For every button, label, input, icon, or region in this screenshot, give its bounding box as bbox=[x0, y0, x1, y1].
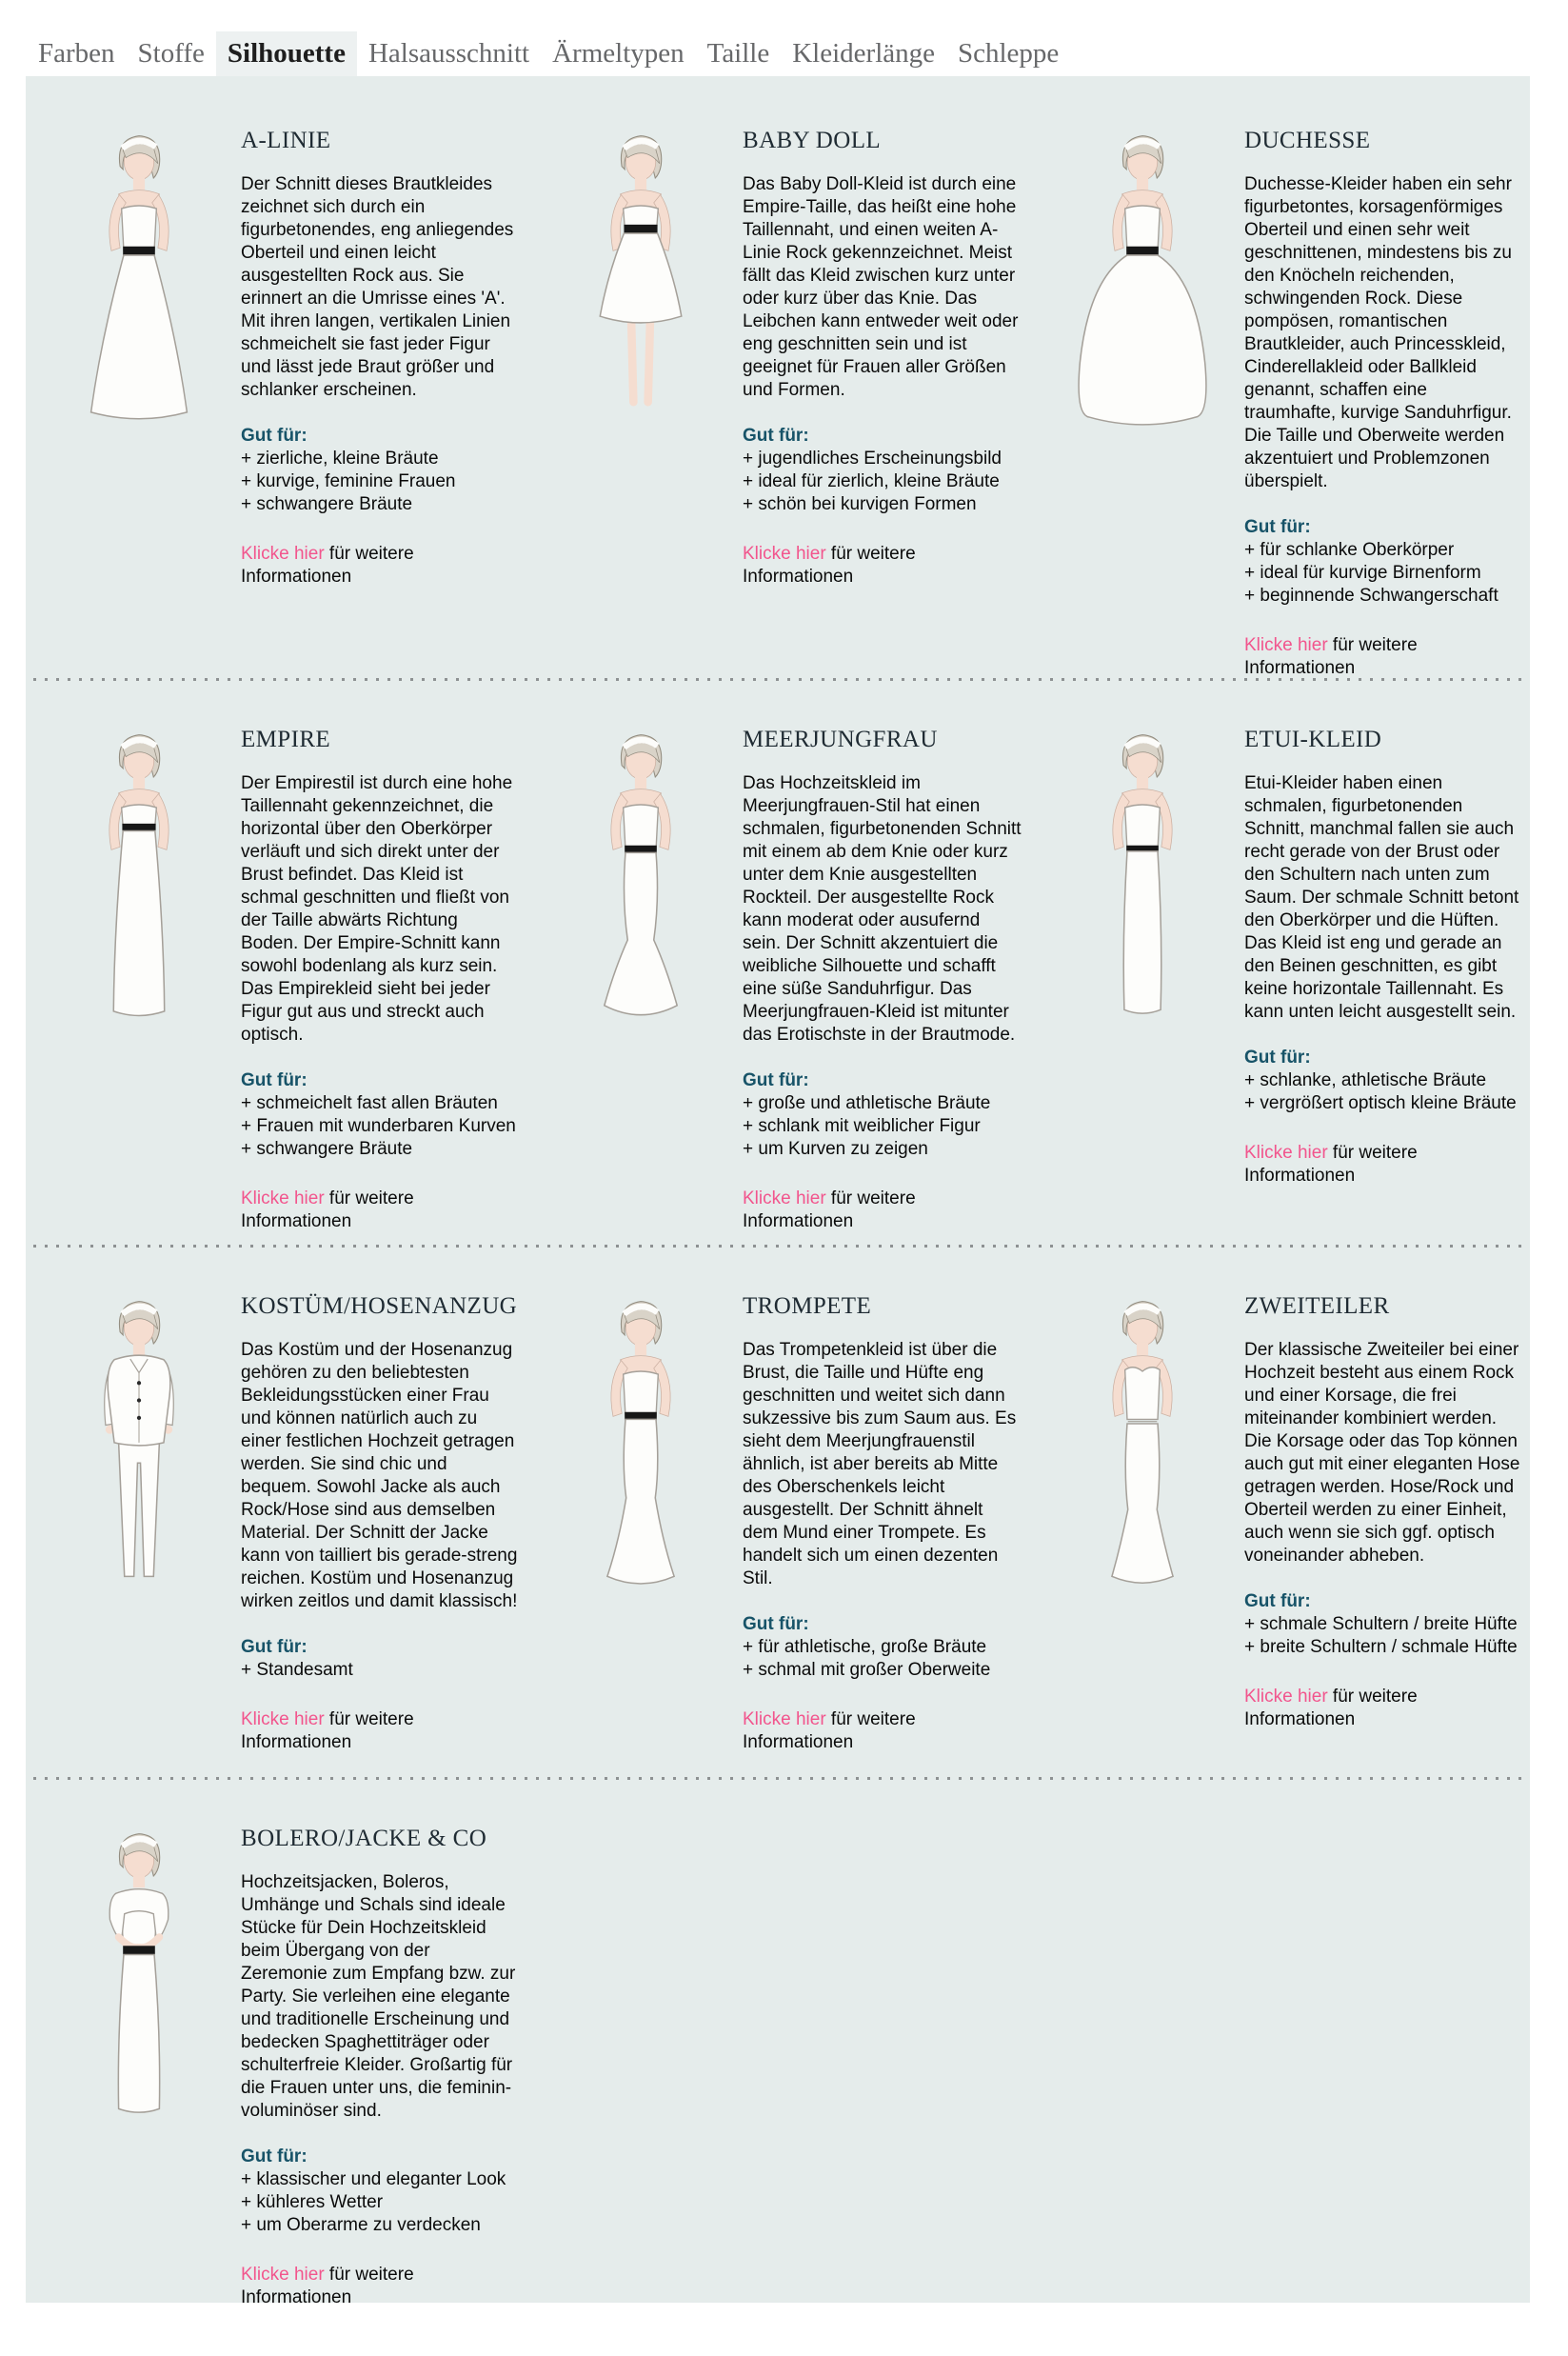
link-suffix: für weitere Informationen bbox=[1244, 1687, 1418, 1729]
link-suffix: für weitere Informationen bbox=[743, 544, 916, 587]
section-baby-doll bbox=[527, 124, 1029, 678]
good-for-heading: Gut für: bbox=[743, 1614, 809, 1634]
good-for-heading: Gut für: bbox=[743, 426, 809, 446]
good-for-item: + schmeichelt fast allen Bräuten bbox=[241, 1093, 498, 1113]
good-for-item: + ideal für kurvige Birnenform bbox=[1244, 563, 1481, 583]
tab-schleppe[interactable]: Schleppe bbox=[958, 38, 1060, 69]
link-suffix: für weitere Informationen bbox=[241, 1709, 414, 1752]
tab-bar bbox=[26, 31, 1530, 76]
empire-dress-illustration bbox=[26, 723, 228, 1245]
good-for-item: + jugendliches Erscheinungsbild bbox=[743, 449, 1002, 469]
section-description: Das Hochzeitskleid im Meerjungfrauen-Stil hat einen schmalen, figurbetonenden Schnitt mit einem ab dem Knie oder kurz unter dem Knie ausgestellten Rockteil. Der ausgestellte Rock kann moderat oder ausufernd sein. Der Schnitt akzentuiert die weibliche Silhouette und schafft eine süße Sanduhrfigur. Das Meerjungfrauen-Kleid ist mitunter das Erotischste in der Brautmode. bbox=[743, 773, 1022, 1045]
good-for-item: + kurvige, feminine Frauen bbox=[241, 471, 456, 491]
section-description: Der Schnitt dieses Brautkleides zeichnet sich durch ein figurbetonendes, eng anliegendes Oberteil und einen leicht ausgestellten Rock aus. Sie erinnert an die Umrisse eines 'A'. Mit ihren langen, vertikalen Linien schmeichelt sie fast jeder Figur und lässt jede Braut größer und schlanker erscheinen. bbox=[241, 174, 514, 400]
section-description: Das Trompetenkleid ist über die Brust, die Taille und Hüfte eng geschnitten und weitet sich dann sukzessive bis zum Saum aus. Es sieht dem Meerjungfrauenstil ähnlich, ist aber bereits ab Mitte des Oberschenkels leicht ausgestellt. Der Schnitt ähnelt dem Mund einer Trompete. Es handelt sich um einen dezenten Stil. bbox=[743, 1340, 1017, 1588]
a-line-dress-illustration bbox=[26, 124, 228, 678]
row-3 bbox=[26, 1248, 1530, 1777]
section-description: Der klassische Zweiteiler bei einer Hochzeit besteht aus einem Rock und einer Korsage, die frei miteinander kombiniert werden. Die Korsage oder das Top können auch gut mit einer eleganten Hose getragen werden. Hose/Rock und Oberteil werden zu einer Einheit, auch wenn sie sich ggf. optisch voneinander abheben. bbox=[1244, 1340, 1520, 1566]
tab-halsausschnitt[interactable]: Halsausschnitt bbox=[367, 38, 530, 69]
good-for-heading: Gut für: bbox=[1244, 1591, 1311, 1611]
tab-silhouette[interactable]: Silhouette bbox=[216, 31, 357, 76]
tab-aermeltypen[interactable]: Ärmeltypen bbox=[552, 38, 685, 69]
more-info-line bbox=[241, 1188, 520, 1233]
section-title: TROMPETE bbox=[743, 1293, 872, 1319]
good-for-item: + für athletische, große Bräute bbox=[743, 1637, 987, 1657]
section-title: KOSTÜM/HOSENANZUG bbox=[241, 1293, 518, 1319]
good-for-heading: Gut für: bbox=[241, 1637, 308, 1657]
good-for-heading: Gut für: bbox=[241, 2146, 308, 2166]
tab-stoffe[interactable]: Stoffe bbox=[137, 38, 205, 69]
section-title: DUCHESSE bbox=[1244, 128, 1371, 153]
good-for-item: + um Oberarme zu verdecken bbox=[241, 2215, 481, 2235]
tab-kleiderlaenge[interactable]: Kleiderlänge bbox=[792, 38, 935, 69]
good-for-item: + schlanke, athletische Bräute bbox=[1244, 1070, 1487, 1090]
good-for-item: + Frauen mit wunderbaren Kurven bbox=[241, 1116, 516, 1136]
good-for-item: + breite Schultern / schmale Hüfte bbox=[1244, 1637, 1518, 1657]
more-info-line bbox=[1244, 1142, 1523, 1188]
klicke-hier-link[interactable]: Klicke hier bbox=[241, 2265, 325, 2285]
sheath-dress-illustration bbox=[1029, 723, 1231, 1245]
more-info-line bbox=[1244, 1686, 1523, 1731]
section-description: Das Baby Doll-Kleid ist durch eine Empire-Taille, das heißt eine hohe Taillennaht, und einen weiten A-Linie Rock gekennzeichnet. Meist fällt das Kleid zwischen kurz unter oder kurz über das Knie. Das Leibchen kann entweder weit oder eng geschnitten sein und ist geeignet für Frauen aller Größen und Formen. bbox=[743, 174, 1019, 400]
klicke-hier-link[interactable]: Klicke hier bbox=[743, 1188, 826, 1208]
link-suffix: für weitere Informationen bbox=[743, 1709, 916, 1752]
section-description: Der Empirestil ist durch eine hohe Taillennaht gekennzeichnet, die horizontal über den Oberkörper verläuft und sich direkt unter der Brust befindet. Das Kleid ist schmal geschnitten und fließt von der Taille abwärts Richtung Boden. Der Empire-Schnitt kann sowohl bodenlang als kurz sein. Das Empirekleid sieht bei jeder Figur gut aus und streckt auch optisch. bbox=[241, 773, 513, 1045]
section-title: ETUI-KLEID bbox=[1244, 727, 1382, 752]
good-for-item: + schön bei kurvigen Formen bbox=[743, 494, 977, 514]
tab-farben[interactable]: Farben bbox=[38, 38, 115, 69]
good-for-item: + klassischer und eleganter Look bbox=[241, 2169, 506, 2189]
section-a-linie bbox=[26, 124, 527, 678]
good-for-item: + um Kurven zu zeigen bbox=[743, 1139, 928, 1159]
good-for-item: + für schlanke Oberkörper bbox=[1244, 540, 1455, 560]
more-info-line bbox=[241, 1708, 520, 1754]
tab-taille[interactable]: Taille bbox=[706, 38, 770, 69]
good-for-item: + schmale Schultern / breite Hüfte bbox=[1244, 1614, 1518, 1634]
good-for-item: + schlank mit weiblicher Figur bbox=[743, 1116, 981, 1136]
two-piece-illustration bbox=[1029, 1289, 1231, 1777]
more-info-line bbox=[743, 1188, 1022, 1233]
good-for-item: + schmal mit großer Oberweite bbox=[743, 1660, 991, 1680]
section-title: EMPIRE bbox=[241, 727, 331, 752]
good-for-heading: Gut für: bbox=[241, 1070, 308, 1090]
row-2 bbox=[26, 681, 1530, 1245]
link-suffix: für weitere Informationen bbox=[241, 1188, 414, 1231]
section-empire bbox=[26, 723, 527, 1245]
more-info-line bbox=[241, 543, 520, 589]
section-description: Hochzeitsjacken, Boleros, Umhänge und Schals sind ideale Stücke für Dein Hochzeitskleid beim Übergang von der Zeremonie zum Empfang bzw. zur Party. Sie verleihen eine elegante und traditionelle Erscheinung und bedecken Spaghettiträger oder schulterfreie Kleider. Großartig für die Frauen unter uns, die feminin-voluminöser sind. bbox=[241, 1872, 516, 2121]
section-title: BABY DOLL bbox=[743, 128, 882, 153]
link-suffix: für weitere Informationen bbox=[241, 2265, 414, 2303]
good-for-item: + vergrößert optisch kleine Bräute bbox=[1244, 1093, 1517, 1113]
good-for-item: + ideal für zierlich, kleine Bräute bbox=[743, 471, 1000, 491]
klicke-hier-link[interactable]: Klicke hier bbox=[743, 544, 826, 564]
trumpet-dress-illustration bbox=[527, 1289, 729, 1777]
section-duchesse bbox=[1029, 124, 1530, 678]
section-title: ZWEITEILER bbox=[1244, 1293, 1390, 1319]
content-panel bbox=[26, 76, 1530, 2303]
section-bolero-jacke bbox=[26, 1822, 527, 2303]
good-for-heading: Gut für: bbox=[743, 1070, 809, 1090]
klicke-hier-link[interactable]: Klicke hier bbox=[1244, 635, 1328, 655]
klicke-hier-link[interactable]: Klicke hier bbox=[1244, 1143, 1328, 1163]
baby-doll-dress-illustration bbox=[527, 124, 729, 678]
section-zweiteiler bbox=[1029, 1289, 1530, 1777]
mermaid-dress-illustration bbox=[527, 723, 729, 1245]
link-suffix: für weitere Informationen bbox=[1244, 635, 1418, 678]
good-for-heading: Gut für: bbox=[1244, 1048, 1311, 1068]
good-for-item: + schwangere Bräute bbox=[241, 1139, 413, 1159]
more-info-line bbox=[743, 1708, 1022, 1754]
more-info-line bbox=[241, 2264, 520, 2303]
section-title: BOLERO/JACKE & CO bbox=[241, 1826, 487, 1851]
section-trompete bbox=[527, 1289, 1029, 1777]
link-suffix: für weitere Informationen bbox=[1244, 1143, 1418, 1186]
good-for-item: + schwangere Bräute bbox=[241, 494, 413, 514]
section-description: Duchesse-Kleider haben ein sehr figurbetontes, korsagenförmiges Oberteil und einen sehr weit geschnittenen, mindestens bis zu den Knöcheln reichenden, schwingenden Rock. Diese pompösen, romantischen Brautkleider, auch Princesskleid, Cinderellakleid oder Ballkleid genannt, schaffen eine traumhafte, kurvige Sanduhrfigur. Die Taille und Oberweite werden akzentuiert und Problemzonen überspielt. bbox=[1244, 174, 1512, 491]
klicke-hier-link[interactable]: Klicke hier bbox=[241, 1188, 325, 1208]
klicke-hier-link[interactable]: Klicke hier bbox=[1244, 1687, 1328, 1707]
good-for-item: + zierliche, kleine Bräute bbox=[241, 449, 439, 469]
row-4 bbox=[26, 1780, 1530, 2303]
section-title: MEERJUNGFRAU bbox=[743, 727, 938, 752]
good-for-heading: Gut für: bbox=[241, 426, 308, 446]
suit-pantsuit-illustration bbox=[26, 1289, 228, 1777]
good-for-item: + beginnende Schwangerschaft bbox=[1244, 586, 1499, 606]
section-title: A-LINIE bbox=[241, 128, 331, 153]
link-suffix: für weitere Informationen bbox=[743, 1188, 916, 1231]
klicke-hier-link[interactable]: Klicke hier bbox=[743, 1709, 826, 1729]
section-description: Das Kostüm und der Hosenanzug gehören zu den beliebtesten Bekleidungsstücken einer Frau und können natürlich auch zu einer festlichen Hochzeit getragen werden. Sie sind chic und bequem. Sowohl Jacke als auch Rock/Hose sind aus demselben Material. Der Schnitt der Jacke kann von tailliert bis gerade-streng reichen. Kostüm und Hosenanzug wirken zeitlos und damit klassisch! bbox=[241, 1340, 518, 1611]
section-description: Etui-Kleider haben einen schmalen, figurbetonenden Schnitt, manchmal fallen sie auch recht gerade von der Brust oder den Schultern nach unten zum Saum. Der schmale Schnitt betont den Oberkörper und die Hüften. Das Kleid ist eng und gerade an den Beinen geschnitten, es gibt keine horizontale Taillennaht. Es kann unten leicht ausgestellt sein. bbox=[1244, 773, 1519, 1022]
klicke-hier-link[interactable]: Klicke hier bbox=[241, 544, 325, 564]
section-etui-kleid bbox=[1029, 723, 1530, 1245]
more-info-line bbox=[743, 543, 1022, 589]
good-for-item: + Standesamt bbox=[241, 1660, 353, 1680]
good-for-item: + kühleres Wetter bbox=[241, 2192, 384, 2212]
section-meerjungfrau bbox=[527, 723, 1029, 1245]
good-for-heading: Gut für: bbox=[1244, 517, 1311, 537]
more-info-line bbox=[1244, 634, 1523, 678]
link-suffix: für weitere Informationen bbox=[241, 544, 414, 587]
section-kostuem-hosenanzug bbox=[26, 1289, 527, 1777]
klicke-hier-link[interactable]: Klicke hier bbox=[241, 1709, 325, 1729]
bolero-jacket-illustration bbox=[26, 1822, 228, 2303]
good-for-item: + große und athletische Bräute bbox=[743, 1093, 991, 1113]
row-1 bbox=[26, 124, 1530, 678]
duchesse-ball-gown-illustration bbox=[1029, 124, 1231, 678]
